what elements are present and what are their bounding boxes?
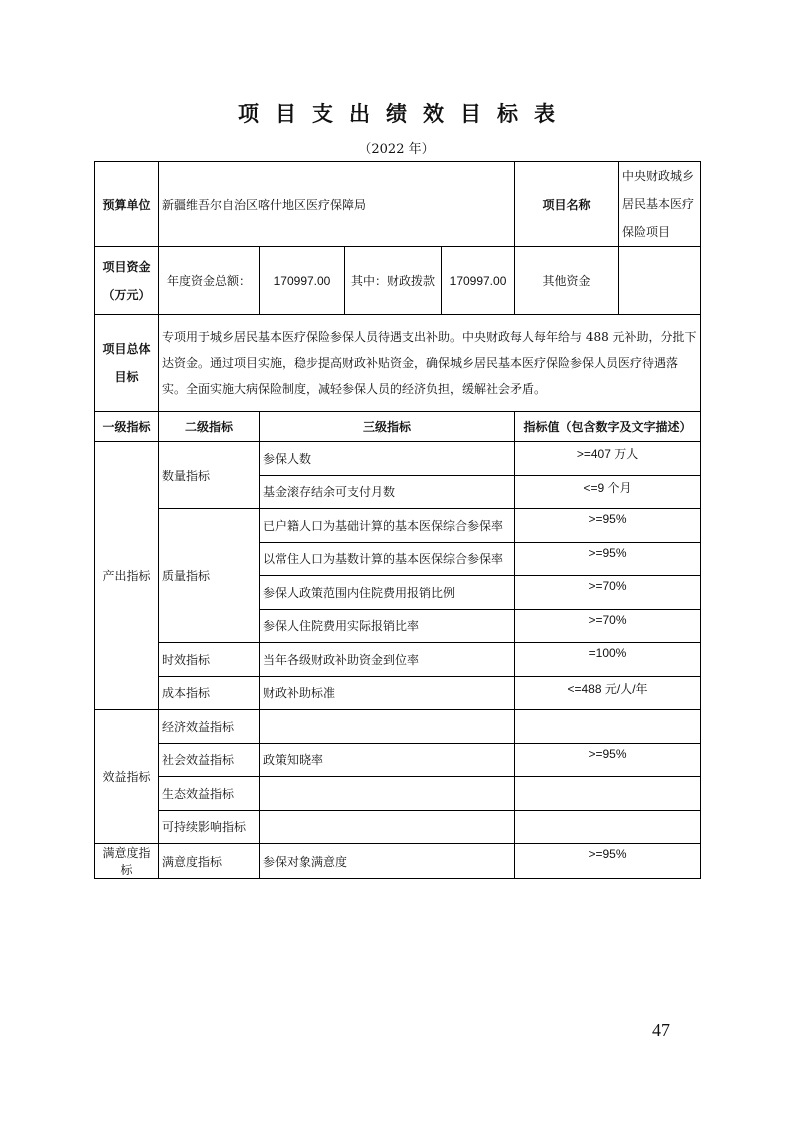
level2-indicator: 数量指标 (159, 442, 260, 509)
fiscal-value: 170997.00 (442, 247, 515, 315)
indicator-value: >=70% (515, 609, 701, 643)
indicator-value: >=70% (515, 576, 701, 610)
level3-indicator: 参保人住院费用实际报销比率 (260, 609, 515, 643)
level2-indicator: 社会效益指标 (159, 743, 260, 777)
level3-indicator: 参保人政策范围内住院费用报销比例 (260, 576, 515, 610)
of-which-label: 其中：财政拨款 (345, 247, 442, 315)
indicator-value: >=407 万人 (515, 442, 701, 476)
funds-label: 项目资金（万元） (95, 247, 159, 315)
indicator-value: >=95% (515, 542, 701, 576)
page-title: 项目支出绩效目标表 (238, 102, 571, 126)
header-row (95, 412, 701, 442)
indicator-row (95, 777, 701, 811)
level2-indicator: 质量指标 (159, 509, 260, 643)
level1-indicator: 满意度指标 (95, 844, 159, 879)
indicator-value: >=95% (515, 844, 701, 879)
year-label: （2022 年） (358, 142, 435, 157)
header-level1: 一级指标 (95, 412, 159, 442)
overall-goal-label: 项目总体目标 (95, 315, 159, 412)
indicator-value: >=95% (515, 743, 701, 777)
indicator-row (95, 844, 701, 879)
overall-goal-text: 专项用于城乡居民基本医疗保险参保人员待遇支出补助。中央财政每人每年给与 488 元补助，分批下达资金。通过项目实施，稳步提高财政补贴资金，确保城乡居民基本医疗保险参保人员医疗待遇落实。全面实施大病保险制度，减轻参保人员的经济负担，缓解社会矛盾。 (159, 315, 701, 412)
performance-table (94, 161, 701, 879)
header-level2: 二级指标 (159, 412, 260, 442)
level3-indicator: 以常住人口为基数计算的基本医保综合参保率 (260, 542, 515, 576)
level1-indicator: 产出指标 (95, 442, 159, 710)
level3-indicator: 基金滚存结余可支付月数 (260, 475, 515, 509)
budget-unit-row (95, 162, 701, 247)
budget-unit-label: 预算单位 (95, 162, 159, 247)
indicator-value: <=488 元/人/年 (515, 676, 701, 710)
indicator-value (515, 810, 701, 844)
header-level3: 三级指标 (260, 412, 515, 442)
level3-indicator: 财政补助标准 (260, 676, 515, 710)
level1-indicator: 效益指标 (95, 710, 159, 844)
indicator-value (515, 710, 701, 744)
indicator-value: >=95% (515, 509, 701, 543)
overall-goal-row (95, 315, 701, 412)
annual-total-value: 170997.00 (260, 247, 345, 315)
level2-indicator: 可持续影响指标 (159, 810, 260, 844)
level2-indicator: 生态效益指标 (159, 777, 260, 811)
indicator-value: <=9 个月 (515, 475, 701, 509)
level3-indicator: 政策知晓率 (260, 743, 515, 777)
level3-indicator (260, 810, 515, 844)
level3-indicator: 参保对象满意度 (260, 844, 515, 879)
project-name-label: 项目名称 (515, 162, 619, 247)
level3-indicator (260, 710, 515, 744)
indicator-value: =100% (515, 643, 701, 677)
level2-indicator: 经济效益指标 (159, 710, 260, 744)
level2-indicator: 满意度指标 (159, 844, 260, 879)
indicator-row (95, 810, 701, 844)
level3-indicator (260, 777, 515, 811)
level3-indicator: 已户籍人口为基础计算的基本医保综合参保率 (260, 509, 515, 543)
indicator-value (515, 777, 701, 811)
budget-unit-value: 新疆维吾尔自治区喀什地区医疗保障局 (159, 162, 515, 247)
annual-total-label: 年度资金总额： (159, 247, 260, 315)
level3-indicator: 当年各级财政补助资金到位率 (260, 643, 515, 677)
project-name-value: 中央财政城乡居民基本医疗保险项目 (619, 162, 701, 247)
level2-indicator: 时效指标 (159, 643, 260, 677)
other-funds-value (619, 247, 701, 315)
indicator-row (95, 509, 701, 543)
funds-row (95, 247, 701, 315)
other-funds-label: 其他资金 (515, 247, 619, 315)
header-value: 指标值（包含数字及文字描述） (515, 412, 701, 442)
indicator-row (95, 743, 701, 777)
page-number: 47 (652, 1020, 670, 1040)
indicator-row (95, 710, 701, 744)
indicator-row (95, 676, 701, 710)
indicator-row (95, 643, 701, 677)
indicator-row (95, 442, 701, 476)
level3-indicator: 参保人数 (260, 442, 515, 476)
level2-indicator: 成本指标 (159, 676, 260, 710)
